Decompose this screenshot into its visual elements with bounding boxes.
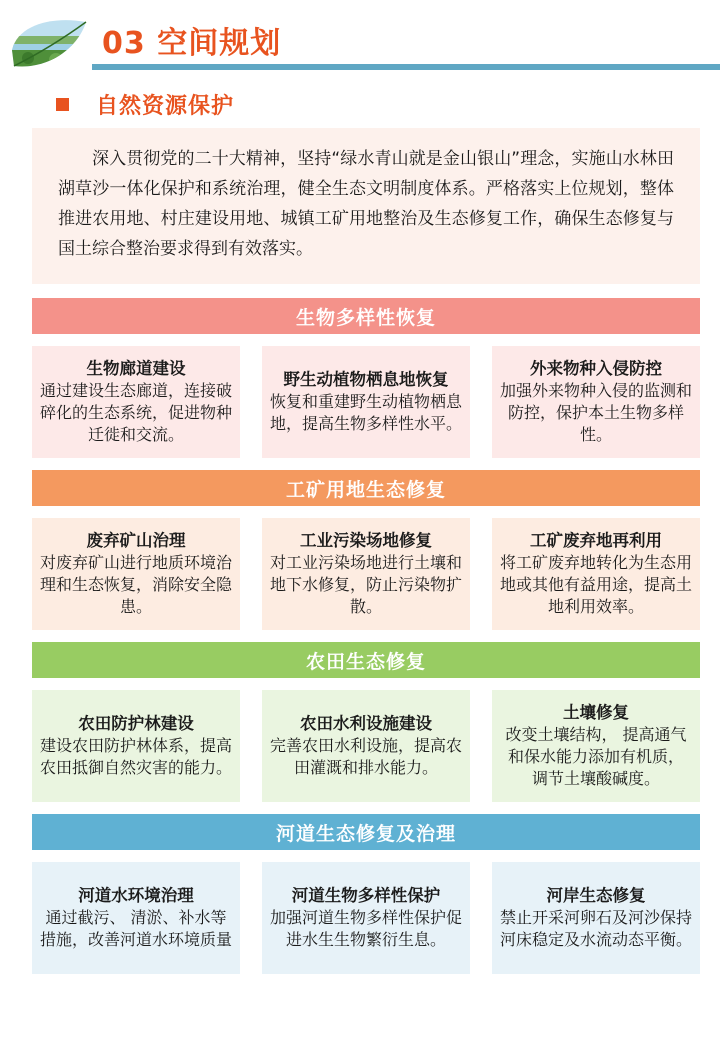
band-river-restoration: 河道生态修复及治理: [32, 814, 700, 850]
card-industrial-site: [262, 518, 470, 630]
intro-paragraph: 深入贯彻党的二十大精神，坚持“绿水青山就是金山银山”理念，实施山水林田湖草沙一体化保护和系统治理，健全生态文明制度体系。严格落实上位规划，整体推进农用地、村庄建设用地、城镇工矿用地整治及生态修复工作，确保生态修复与国土综合整治要求得到有效落实。: [32, 128, 700, 284]
card-text: 加强外来物种入侵的监测和防控，保护本土生物多样性。: [499, 381, 692, 444]
card-text: 通过建设生态廊道，连接破碎化的生态系统，促进物种迁徙和交流。: [39, 381, 232, 444]
card-text: 建设农田防护林体系，提高农田抵御自然灾害的能力。: [39, 736, 232, 777]
card-text: 改变土壤结构， 提高通气和保水能力添加有机质， 调节土壤酸碱度。: [505, 725, 687, 788]
card-soil-repair: [492, 690, 700, 802]
card-title: 河岸生态修复: [546, 886, 646, 905]
card-title: 废弃矿山治理: [86, 531, 186, 550]
band-farmland-restoration: 农田生态修复: [32, 642, 700, 678]
landscape-leaf-icon: [8, 14, 88, 74]
card-text: 通过截污、 清淤、补水等措施，改善河道水环境质量: [39, 908, 232, 949]
card-bio-corridor: [32, 346, 240, 458]
card-text: 对废弃矿山进行地质环境治理和生态恢复，消除安全隐患。: [39, 553, 232, 616]
card-habitat-restoration: [262, 346, 470, 458]
card-text: 加强河道生物多样性保护促进水生生物繁衍生息。: [269, 908, 462, 949]
card-title: 工矿废弃地再利用: [530, 531, 662, 550]
card-text: 将工矿废弃地转化为生态用地或其他有益用途，提高土地利用效率。: [499, 553, 692, 616]
section-title: 自然资源保护: [96, 94, 235, 119]
card-abandoned-mine: [32, 518, 240, 630]
card-text: 对工业污染场地进行土壤和地下水修复，防止污染物扩散。: [269, 553, 462, 616]
card-title: 工业污染场地修复: [300, 531, 432, 550]
card-river-biodiversity: [262, 862, 470, 974]
band-biodiversity: 生物多样性恢复: [32, 298, 700, 334]
card-title: 农田水利设施建设: [300, 714, 432, 733]
card-text: 完善农田水利设施，提高农田灌溉和排水能力。: [269, 736, 462, 777]
card-title: 土壤修复: [563, 703, 629, 722]
page-title: 03 空间规划: [102, 26, 282, 61]
card-text: 禁止开采河卵石及河沙保持河床稳定及水流动态平衡。: [499, 908, 692, 949]
card-title: 河道水环境治理: [78, 886, 194, 905]
card-title: 野生动植物栖息地恢复: [283, 370, 449, 389]
card-irrigation: [262, 690, 470, 802]
card-land-reuse: [492, 518, 700, 630]
card-invasive-species: [492, 346, 700, 458]
card-text: 恢复和重建野生动植物栖息地，提高生物多样性水平。: [269, 392, 462, 433]
band-mining-restoration: 工矿用地生态修复: [32, 470, 700, 506]
card-title: 河道生物多样性保护: [291, 886, 441, 905]
title-underline-bar: [92, 64, 720, 70]
card-shelter-forest: [32, 690, 240, 802]
card-river-water: [32, 862, 240, 974]
card-title: 外来物种入侵防控: [530, 359, 662, 378]
card-title: 生物廊道建设: [86, 359, 186, 378]
card-riverbank: [492, 862, 700, 974]
card-title: 农田防护林建设: [78, 714, 194, 733]
section-bullet-icon: [56, 98, 69, 111]
